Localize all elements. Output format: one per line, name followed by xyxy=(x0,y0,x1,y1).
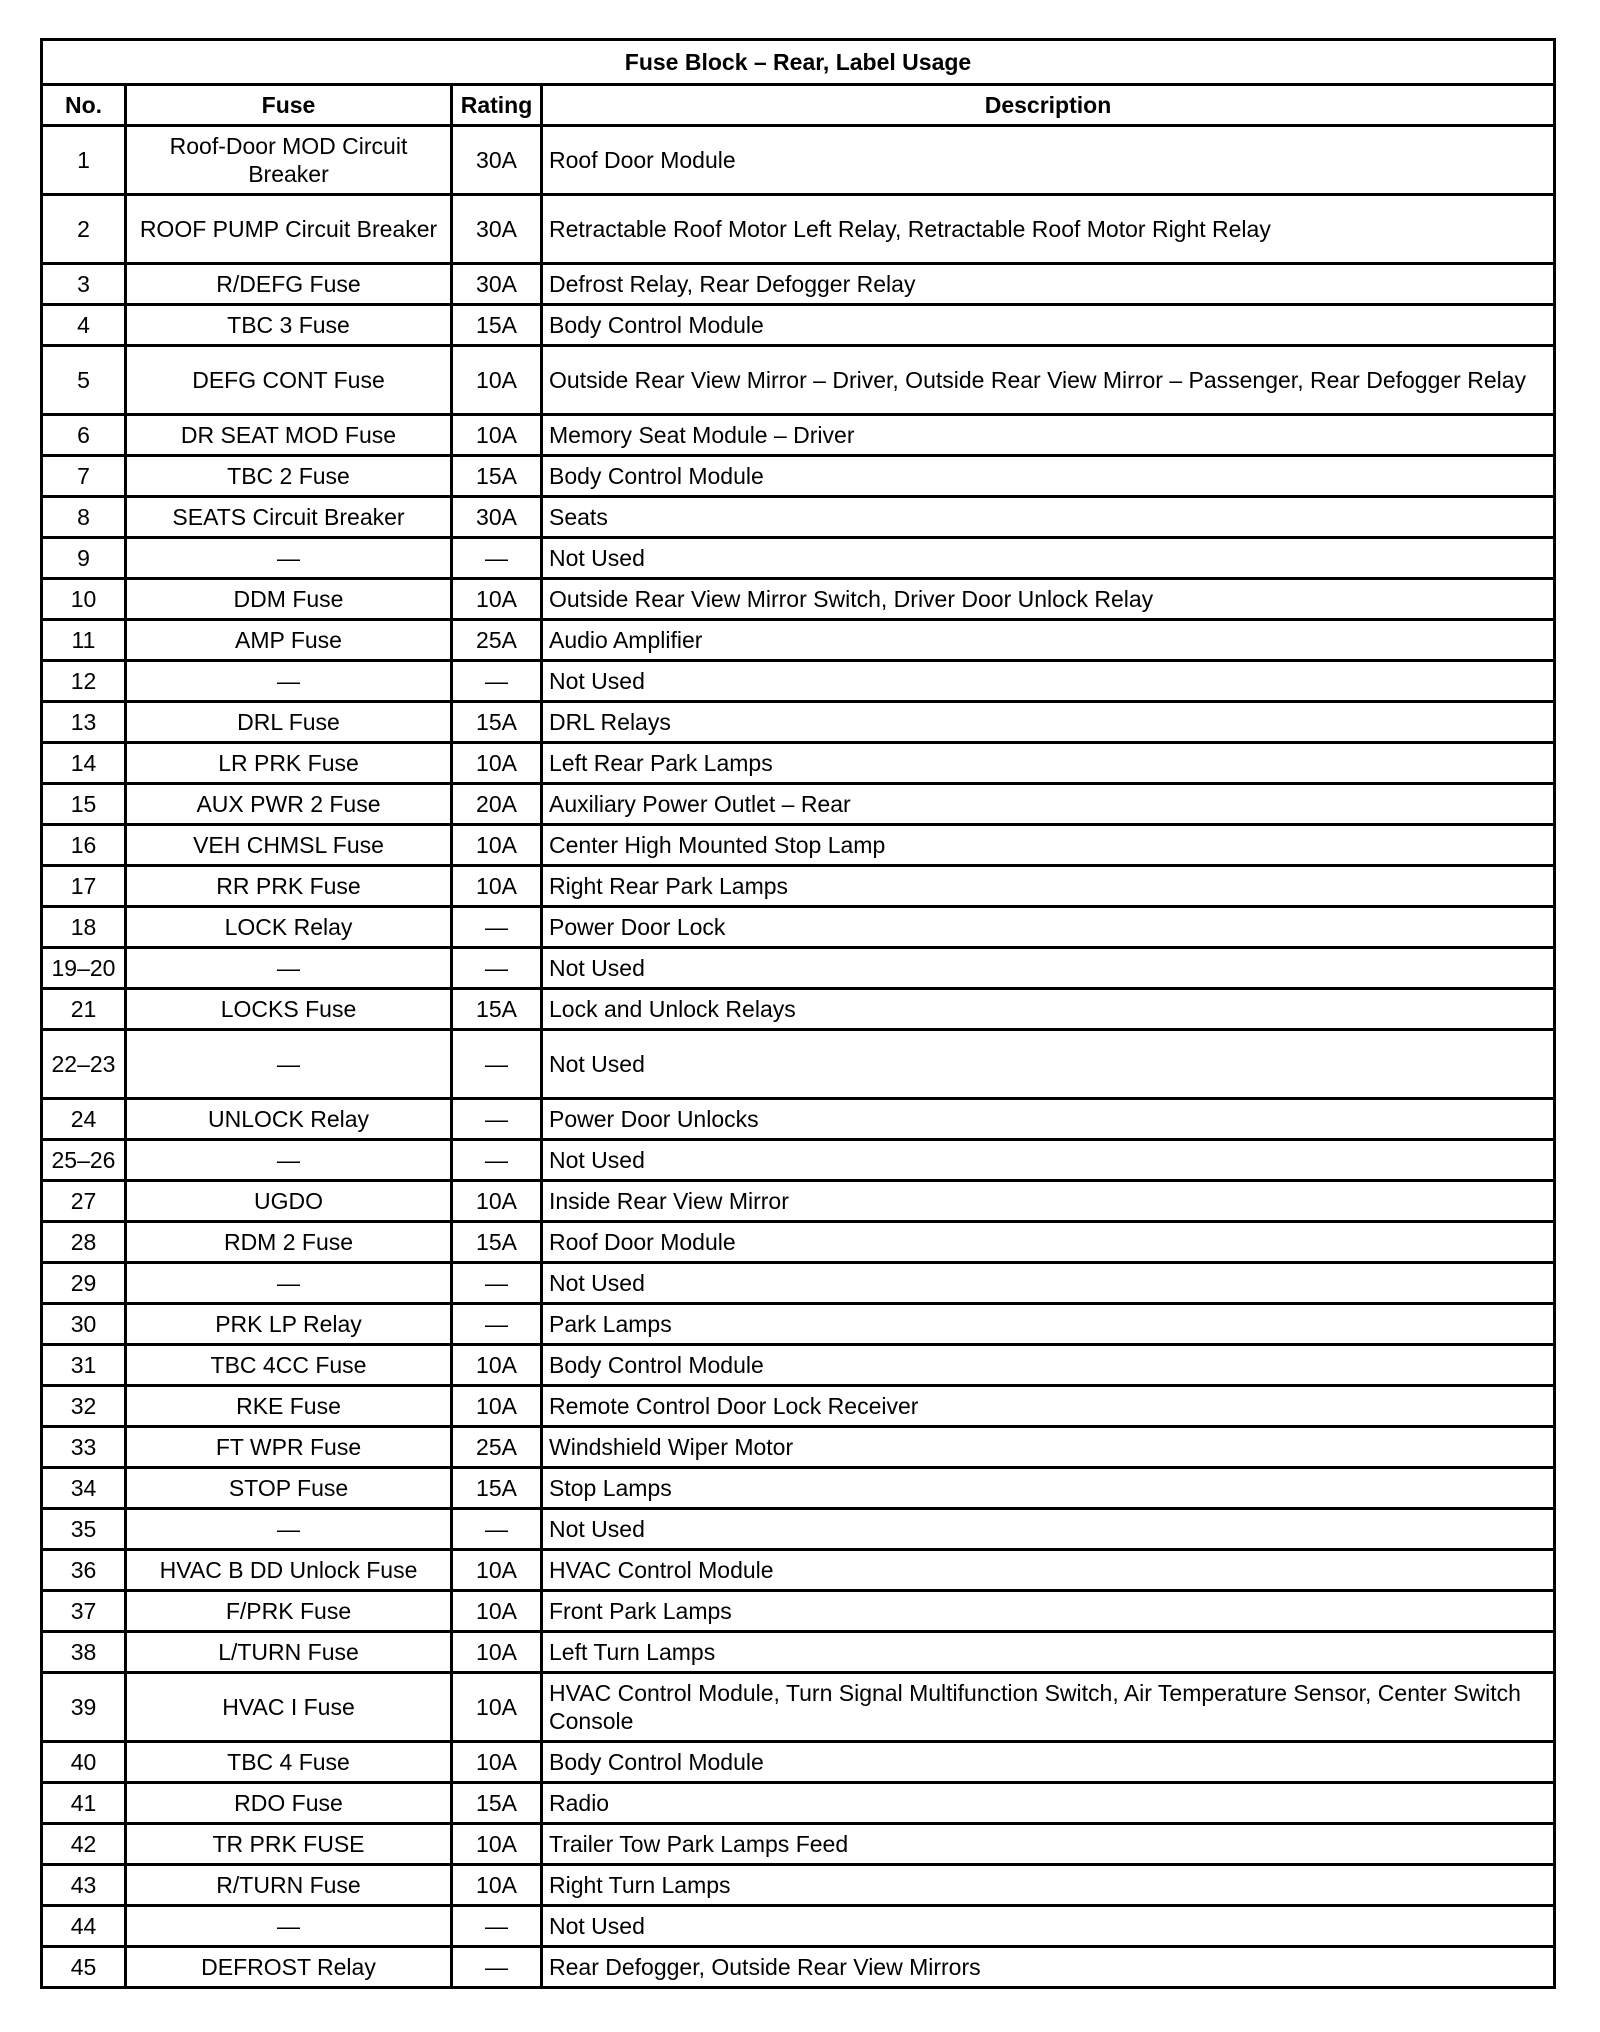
fuse-name-cell: Roof-Door MOD Circuit Breaker xyxy=(126,126,452,195)
fuse-name-cell: TBC 4CC Fuse xyxy=(126,1345,452,1386)
fuse-block-table xyxy=(40,38,1556,1989)
rating-cell: 10A xyxy=(452,1632,542,1673)
description-cell: Roof Door Module xyxy=(542,126,1555,195)
description-cell: Rear Defogger, Outside Rear View Mirrors xyxy=(542,1947,1555,1988)
fuse-number-cell: 12 xyxy=(42,661,126,702)
fuse-number-cell: 14 xyxy=(42,743,126,784)
description-cell: Remote Control Door Lock Receiver xyxy=(542,1386,1555,1427)
table-row xyxy=(42,1742,1555,1783)
fuse-number-cell: 41 xyxy=(42,1783,126,1824)
fuse-name-cell: SEATS Circuit Breaker xyxy=(126,497,452,538)
fuse-name-cell: L/TURN Fuse xyxy=(126,1632,452,1673)
table-row xyxy=(42,1427,1555,1468)
fuse-number-cell: 19–20 xyxy=(42,948,126,989)
rating-cell: 15A xyxy=(452,702,542,743)
header-fuse: Fuse xyxy=(126,85,452,126)
fuse-number-cell: 4 xyxy=(42,305,126,346)
fuse-name-cell: HVAC B DD Unlock Fuse xyxy=(126,1550,452,1591)
table-row xyxy=(42,456,1555,497)
rating-cell: — xyxy=(452,1140,542,1181)
rating-cell: 10A xyxy=(452,346,542,415)
description-cell: Center High Mounted Stop Lamp xyxy=(542,825,1555,866)
table-row xyxy=(42,1304,1555,1345)
fuse-name-cell: TBC 4 Fuse xyxy=(126,1742,452,1783)
fuse-number-cell: 36 xyxy=(42,1550,126,1591)
fuse-number-cell: 1 xyxy=(42,126,126,195)
table-row xyxy=(42,661,1555,702)
fuse-name-cell: — xyxy=(126,1509,452,1550)
description-cell: HVAC Control Module xyxy=(542,1550,1555,1591)
fuse-name-cell: RDM 2 Fuse xyxy=(126,1222,452,1263)
fuse-name-cell: UGDO xyxy=(126,1181,452,1222)
rating-cell: 10A xyxy=(452,1345,542,1386)
fuse-name-cell: AMP Fuse xyxy=(126,620,452,661)
fuse-name-cell: TR PRK FUSE xyxy=(126,1824,452,1865)
table-row xyxy=(42,538,1555,579)
fuse-number-cell: 9 xyxy=(42,538,126,579)
fuse-name-cell: RKE Fuse xyxy=(126,1386,452,1427)
fuse-name-cell: DRL Fuse xyxy=(126,702,452,743)
description-cell: Lock and Unlock Relays xyxy=(542,989,1555,1030)
table-row xyxy=(42,1181,1555,1222)
fuse-number-cell: 37 xyxy=(42,1591,126,1632)
rating-cell: 30A xyxy=(452,264,542,305)
description-cell: DRL Relays xyxy=(542,702,1555,743)
rating-cell: 10A xyxy=(452,1865,542,1906)
description-cell: Radio xyxy=(542,1783,1555,1824)
rating-cell: 15A xyxy=(452,1468,542,1509)
table-row xyxy=(42,1509,1555,1550)
table-row xyxy=(42,1222,1555,1263)
rating-cell: 25A xyxy=(452,620,542,661)
fuse-number-cell: 5 xyxy=(42,346,126,415)
rating-cell: 30A xyxy=(452,195,542,264)
fuse-number-cell: 44 xyxy=(42,1906,126,1947)
fuse-number-cell: 2 xyxy=(42,195,126,264)
rating-cell: 15A xyxy=(452,1783,542,1824)
fuse-name-cell: TBC 2 Fuse xyxy=(126,456,452,497)
fuse-number-cell: 17 xyxy=(42,866,126,907)
description-cell: Audio Amplifier xyxy=(542,620,1555,661)
fuse-name-cell: — xyxy=(126,538,452,579)
fuse-number-cell: 21 xyxy=(42,989,126,1030)
fuse-number-cell: 22–23 xyxy=(42,1030,126,1099)
description-cell: Outside Rear View Mirror Switch, Driver Door Unlock Relay xyxy=(542,579,1555,620)
table-row xyxy=(42,907,1555,948)
table-row xyxy=(42,620,1555,661)
description-cell: Retractable Roof Motor Left Relay, Retractable Roof Motor Right Relay xyxy=(542,195,1555,264)
rating-cell: — xyxy=(452,1263,542,1304)
fuse-number-cell: 27 xyxy=(42,1181,126,1222)
fuse-number-cell: 16 xyxy=(42,825,126,866)
description-cell: Stop Lamps xyxy=(542,1468,1555,1509)
description-cell: Seats xyxy=(542,497,1555,538)
description-cell: Front Park Lamps xyxy=(542,1591,1555,1632)
rating-cell: — xyxy=(452,1906,542,1947)
rating-cell: 10A xyxy=(452,743,542,784)
fuse-number-cell: 8 xyxy=(42,497,126,538)
table-row xyxy=(42,1591,1555,1632)
rating-cell: 15A xyxy=(452,989,542,1030)
table-row xyxy=(42,743,1555,784)
table-title-row xyxy=(42,40,1555,85)
description-cell: Not Used xyxy=(542,661,1555,702)
description-cell: Left Turn Lamps xyxy=(542,1632,1555,1673)
fuse-name-cell: — xyxy=(126,1906,452,1947)
table-row xyxy=(42,1030,1555,1099)
fuse-name-cell: RDO Fuse xyxy=(126,1783,452,1824)
fuse-number-cell: 39 xyxy=(42,1673,126,1742)
description-cell: Park Lamps xyxy=(542,1304,1555,1345)
table-row xyxy=(42,702,1555,743)
description-cell: Body Control Module xyxy=(542,305,1555,346)
fuse-name-cell: FT WPR Fuse xyxy=(126,1427,452,1468)
fuse-number-cell: 6 xyxy=(42,415,126,456)
table-row xyxy=(42,1632,1555,1673)
rating-cell: 10A xyxy=(452,1550,542,1591)
table-header-row xyxy=(42,85,1555,126)
fuse-name-cell: R/DEFG Fuse xyxy=(126,264,452,305)
fuse-name-cell: DDM Fuse xyxy=(126,579,452,620)
description-cell: Body Control Module xyxy=(542,1742,1555,1783)
fuse-number-cell: 13 xyxy=(42,702,126,743)
fuse-name-cell: RR PRK Fuse xyxy=(126,866,452,907)
table-row xyxy=(42,989,1555,1030)
fuse-name-cell: ROOF PUMP Circuit Breaker xyxy=(126,195,452,264)
fuse-number-cell: 34 xyxy=(42,1468,126,1509)
rating-cell: 30A xyxy=(452,126,542,195)
table-row xyxy=(42,1783,1555,1824)
rating-cell: — xyxy=(452,1509,542,1550)
table-row xyxy=(42,1468,1555,1509)
table-row xyxy=(42,497,1555,538)
fuse-number-cell: 42 xyxy=(42,1824,126,1865)
rating-cell: 20A xyxy=(452,784,542,825)
description-cell: Defrost Relay, Rear Defogger Relay xyxy=(542,264,1555,305)
rating-cell: — xyxy=(452,1099,542,1140)
rating-cell: 10A xyxy=(452,866,542,907)
description-cell: Body Control Module xyxy=(542,456,1555,497)
rating-cell: — xyxy=(452,907,542,948)
table-row xyxy=(42,1906,1555,1947)
description-cell: Not Used xyxy=(542,538,1555,579)
description-cell: Not Used xyxy=(542,1263,1555,1304)
fuse-number-cell: 35 xyxy=(42,1509,126,1550)
rating-cell: 25A xyxy=(452,1427,542,1468)
description-cell: Right Turn Lamps xyxy=(542,1865,1555,1906)
table-row xyxy=(42,1140,1555,1181)
fuse-number-cell: 40 xyxy=(42,1742,126,1783)
table-row xyxy=(42,1099,1555,1140)
description-cell: Not Used xyxy=(542,1509,1555,1550)
description-cell: Auxiliary Power Outlet – Rear xyxy=(542,784,1555,825)
header-rating: Rating xyxy=(452,85,542,126)
fuse-number-cell: 43 xyxy=(42,1865,126,1906)
fuse-name-cell: PRK LP Relay xyxy=(126,1304,452,1345)
table-row xyxy=(42,1673,1555,1742)
fuse-name-cell: UNLOCK Relay xyxy=(126,1099,452,1140)
description-cell: Not Used xyxy=(542,948,1555,989)
description-cell: Not Used xyxy=(542,1030,1555,1099)
table-row xyxy=(42,1263,1555,1304)
table-row xyxy=(42,415,1555,456)
table-row xyxy=(42,784,1555,825)
description-cell: Inside Rear View Mirror xyxy=(542,1181,1555,1222)
rating-cell: 15A xyxy=(452,305,542,346)
rating-cell: 10A xyxy=(452,1181,542,1222)
fuse-name-cell: LOCK Relay xyxy=(126,907,452,948)
table-row xyxy=(42,1550,1555,1591)
fuse-name-cell: LR PRK Fuse xyxy=(126,743,452,784)
fuse-number-cell: 32 xyxy=(42,1386,126,1427)
rating-cell: 10A xyxy=(452,1673,542,1742)
rating-cell: 10A xyxy=(452,1591,542,1632)
rating-cell: 30A xyxy=(452,497,542,538)
fuse-number-cell: 30 xyxy=(42,1304,126,1345)
description-cell: Right Rear Park Lamps xyxy=(542,866,1555,907)
table-row xyxy=(42,1824,1555,1865)
fuse-number-cell: 11 xyxy=(42,620,126,661)
table-row xyxy=(42,1345,1555,1386)
fuse-name-cell: — xyxy=(126,661,452,702)
fuse-name-cell: R/TURN Fuse xyxy=(126,1865,452,1906)
description-cell: HVAC Control Module, Turn Signal Multifunction Switch, Air Temperature Sensor, Center Switch Console xyxy=(542,1673,1555,1742)
fuse-number-cell: 7 xyxy=(42,456,126,497)
fuse-number-cell: 33 xyxy=(42,1427,126,1468)
fuse-number-cell: 28 xyxy=(42,1222,126,1263)
description-cell: Outside Rear View Mirror – Driver, Outside Rear View Mirror – Passenger, Rear Defogger Relay xyxy=(542,346,1555,415)
fuse-number-cell: 3 xyxy=(42,264,126,305)
table-body xyxy=(42,126,1555,1988)
fuse-name-cell: — xyxy=(126,1263,452,1304)
fuse-name-cell: DR SEAT MOD Fuse xyxy=(126,415,452,456)
table-row xyxy=(42,866,1555,907)
fuse-name-cell: HVAC I Fuse xyxy=(126,1673,452,1742)
fuse-name-cell: DEFROST Relay xyxy=(126,1947,452,1988)
table-row xyxy=(42,1865,1555,1906)
fuse-table-container xyxy=(40,38,1556,1989)
rating-cell: — xyxy=(452,1947,542,1988)
fuse-name-cell: — xyxy=(126,1030,452,1099)
table-row xyxy=(42,126,1555,195)
fuse-number-cell: 25–26 xyxy=(42,1140,126,1181)
fuse-number-cell: 24 xyxy=(42,1099,126,1140)
rating-cell: 15A xyxy=(452,456,542,497)
rating-cell: 10A xyxy=(452,415,542,456)
table-row xyxy=(42,346,1555,415)
fuse-number-cell: 18 xyxy=(42,907,126,948)
table-title: Fuse Block – Rear, Label Usage xyxy=(42,40,1555,85)
fuse-name-cell: F/PRK Fuse xyxy=(126,1591,452,1632)
fuse-number-cell: 31 xyxy=(42,1345,126,1386)
fuse-number-cell: 10 xyxy=(42,579,126,620)
fuse-name-cell: TBC 3 Fuse xyxy=(126,305,452,346)
rating-cell: 10A xyxy=(452,579,542,620)
description-cell: Not Used xyxy=(542,1140,1555,1181)
fuse-name-cell: — xyxy=(126,1140,452,1181)
fuse-number-cell: 29 xyxy=(42,1263,126,1304)
fuse-name-cell: — xyxy=(126,948,452,989)
description-cell: Not Used xyxy=(542,1906,1555,1947)
description-cell: Memory Seat Module – Driver xyxy=(542,415,1555,456)
rating-cell: — xyxy=(452,948,542,989)
table-row xyxy=(42,305,1555,346)
table-row xyxy=(42,264,1555,305)
table-row xyxy=(42,1947,1555,1988)
rating-cell: 15A xyxy=(452,1222,542,1263)
fuse-number-cell: 15 xyxy=(42,784,126,825)
fuse-name-cell: VEH CHMSL Fuse xyxy=(126,825,452,866)
rating-cell: — xyxy=(452,1030,542,1099)
description-cell: Left Rear Park Lamps xyxy=(542,743,1555,784)
fuse-number-cell: 45 xyxy=(42,1947,126,1988)
rating-cell: 10A xyxy=(452,1386,542,1427)
header-description: Description xyxy=(542,85,1555,126)
rating-cell: 10A xyxy=(452,1824,542,1865)
rating-cell: — xyxy=(452,661,542,702)
rating-cell: — xyxy=(452,1304,542,1345)
table-row xyxy=(42,1386,1555,1427)
description-cell: Trailer Tow Park Lamps Feed xyxy=(542,1824,1555,1865)
description-cell: Power Door Lock xyxy=(542,907,1555,948)
fuse-name-cell: AUX PWR 2 Fuse xyxy=(126,784,452,825)
fuse-name-cell: STOP Fuse xyxy=(126,1468,452,1509)
rating-cell: 10A xyxy=(452,1742,542,1783)
table-row xyxy=(42,579,1555,620)
description-cell: Body Control Module xyxy=(542,1345,1555,1386)
table-row xyxy=(42,825,1555,866)
description-cell: Power Door Unlocks xyxy=(542,1099,1555,1140)
table-row xyxy=(42,948,1555,989)
table-row xyxy=(42,195,1555,264)
rating-cell: — xyxy=(452,538,542,579)
description-cell: Roof Door Module xyxy=(542,1222,1555,1263)
fuse-name-cell: DEFG CONT Fuse xyxy=(126,346,452,415)
rating-cell: 10A xyxy=(452,825,542,866)
description-cell: Windshield Wiper Motor xyxy=(542,1427,1555,1468)
fuse-name-cell: LOCKS Fuse xyxy=(126,989,452,1030)
fuse-number-cell: 38 xyxy=(42,1632,126,1673)
header-no: No. xyxy=(42,85,126,126)
